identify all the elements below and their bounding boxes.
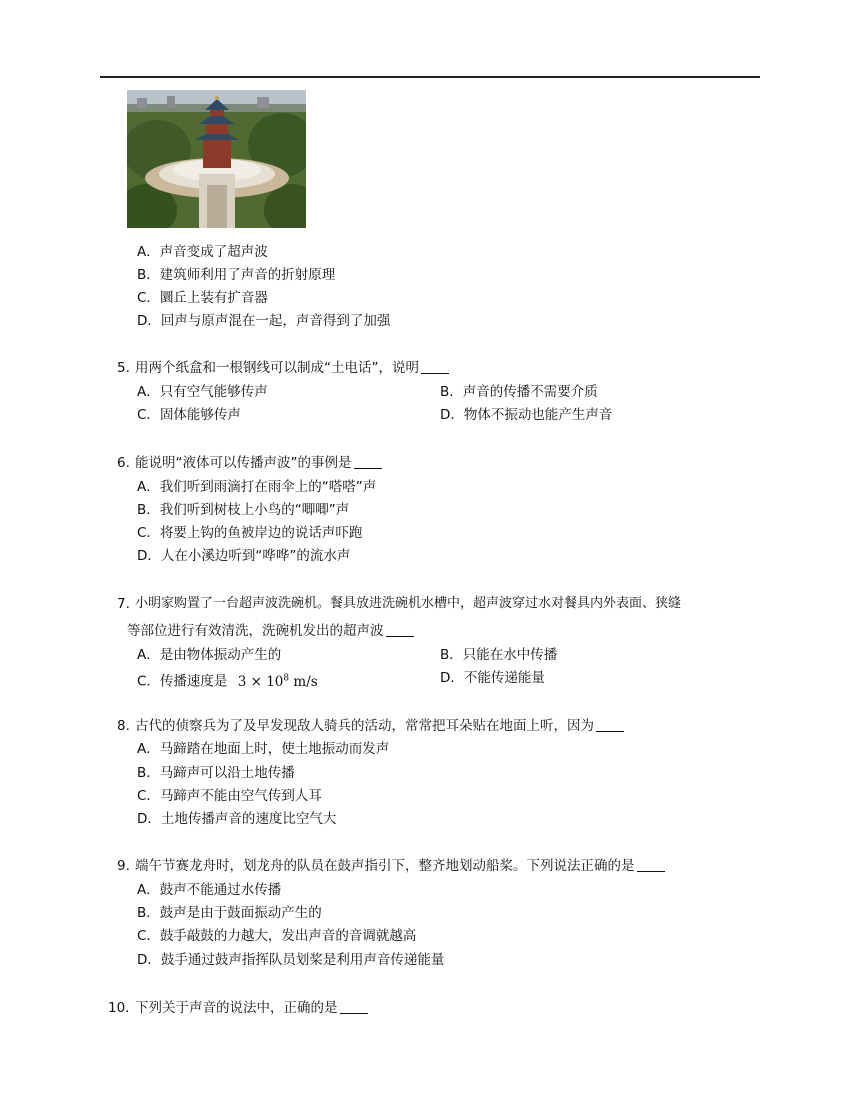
q4-option-b: B．建筑师利用了声音的折射原理 [137, 267, 336, 283]
q6-option-c: C．将要上钩的鱼被岸边的说话声吓跑 [137, 525, 363, 541]
q7-option-d: D．不能传递能量 [440, 670, 545, 686]
answer-blank [386, 622, 414, 637]
q5-stem: 用两个纸盒和一根钢线可以制成“土电话”，说明 [135, 359, 449, 377]
q10-stem: 下列关于声音的说法中，正确的是 [135, 999, 368, 1017]
q9-option-b: B．鼓声是由于鼓面振动产生的 [137, 905, 322, 921]
q10-number: 10. [108, 1000, 130, 1016]
q8-option-d: D．土地传播声音的速度比空气大 [137, 811, 337, 827]
q9-number: 9. [117, 858, 130, 874]
q4-option-d: D．回声与原声混在一起，声音得到了加强 [137, 313, 391, 329]
q8-option-c: C．马蹄声不能由空气传到人耳 [137, 788, 322, 804]
q9-option-d: D．鼓手通过鼓声指挥队员划桨是利用声音传递能量 [137, 952, 445, 968]
q5-option-d: D．物体不振动也能产生声音 [440, 407, 613, 423]
q6-stem: 能说明“液体可以传播声波”的事例是 [135, 454, 382, 472]
q8-option-b: B．马蹄声可以沿土地传播 [137, 765, 295, 781]
q5-option-b: B．声音的传播不需要介质 [440, 384, 598, 400]
q5-option-c: C．固体能够传声 [137, 407, 241, 423]
q7-stem-line1: 小明家购置了一台超声波洗碗机。餐具放进洗碗机水槽中，超声波穿过水对餐具内外表面、狭缝 [135, 596, 682, 611]
q8-number: 8. [117, 718, 130, 734]
q8-stem: 古代的侦察兵为了及早发现敌人骑兵的活动，常常把耳朵贴在地面上听，因为 [135, 717, 624, 735]
q7-option-b: B．只能在水中传播 [440, 647, 558, 663]
q7-stem-line2: 等部位进行有效清洗，洗碗机发出的超声波 [127, 622, 414, 640]
q5-number: 5. [117, 360, 130, 376]
q4-option-a: A．声音变成了超声波 [137, 244, 268, 260]
answer-blank [354, 454, 382, 469]
header-rule [100, 76, 760, 78]
q6-number: 6. [117, 455, 130, 471]
q4-option-c: C．圜丘上装有扩音器 [137, 290, 268, 306]
answer-blank [340, 999, 368, 1014]
q6-option-b: B．我们听到树枝上小鸟的“唧唧”声 [137, 502, 350, 518]
q6-option-d: D．人在小溪边听到“哗哗”的流水声 [137, 548, 351, 564]
q6-option-a: A．我们听到雨滴打在雨伞上的“嗒嗒”声 [137, 479, 377, 495]
speed-formula: $3 \times 10^8$ m/s [237, 673, 318, 690]
answer-blank [637, 857, 665, 872]
answer-blank [596, 717, 624, 732]
q7-option-c: C．传播速度是 $3 \times 10^8$ m/s [137, 673, 318, 690]
answer-blank [421, 359, 449, 374]
q9-option-c: C．鼓手敲鼓的力越大，发出声音的音调就越高 [137, 928, 417, 944]
q7-number: 7. [117, 596, 130, 612]
q9-option-a: A．鼓声不能通过水传播 [137, 882, 282, 898]
q8-option-a: A．马蹄踏在地面上时，使土地振动而发声 [137, 741, 390, 757]
q7-option-a: A．是由物体振动产生的 [137, 647, 282, 663]
q9-stem: 端午节赛龙舟时，划龙舟的队员在鼓声指引下，整齐地划动船桨。下列说法正确的是 [135, 857, 665, 875]
temple-photo [127, 90, 306, 228]
q5-option-a: A．只有空气能够传声 [137, 384, 268, 400]
